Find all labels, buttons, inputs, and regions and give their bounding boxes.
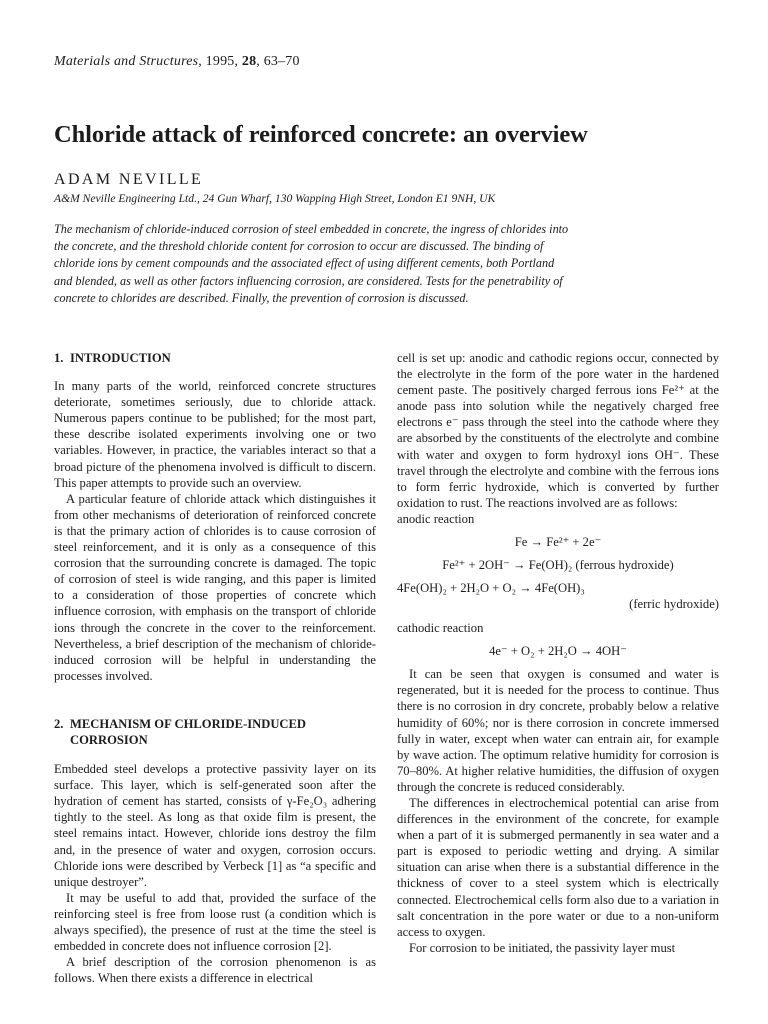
reaction-paragraph: cell is set up: anodic and cathodic regions occur, connected by the electrolyte in the form of the pore water in the hardened cement paste. The positively charged ferrous ions Fe²⁺ at the anode pass into solution while the negatively charged free electrons e⁻ pass through the steel into the cathode where they are absorbed by the constituents of the electrolyte and combine with water and oxygen to form hydroxyl ions OH⁻. These travel through the electrolyte and combine with the ferrous ions to form ferric hydroxide, which is converted by further oxidation to rust. The reactions involved are as follows: bbox=[397, 351, 719, 510]
equation-anodic: Fe → Fe²⁺ + 2e⁻ bbox=[514, 535, 602, 550]
section-title-line-2: CORROSION bbox=[70, 732, 148, 747]
author-affiliation: A&M Neville Engineering Ltd., 24 Gun Wharf, 130 Wapping High Street, London E1 9NH, UK bbox=[54, 192, 496, 205]
section-number: 2. bbox=[54, 716, 64, 731]
left-column bbox=[54, 350, 376, 986]
cathodic-reaction-label: cathodic reaction bbox=[397, 621, 484, 636]
section-heading-mechanism bbox=[54, 716, 376, 748]
intro-paragraph-1: In many parts of the world, reinforced concrete structures deteriorate, sometimes seriously, due to chloride attack. Numerous papers continue to be published; for the most part, these describe isolated experiments involving one or two variables. However, in practice, the variables interact so that a broad picture of the phenomena involved is difficult to discern. This paper attempts to provide such an overview. bbox=[54, 379, 376, 490]
potential-paragraph: The differences in electrochemical potential can arise from differences in the environment of the concrete, for example when a part of it is submerged permanently in sea water and a part is exposed to periodic wetting and drying. A similar situation can arise when there is a substantial difference in the thickness of cover to a steel system which is electrically connected. Electrochemical cells form also due to a variation in salt concentration in the pore water or due to a non-uniform access to oxygen. bbox=[397, 795, 719, 939]
right-column bbox=[397, 350, 719, 956]
anodic-reaction-label: anodic reaction bbox=[397, 511, 475, 526]
intro-paragraph-2: A particular feature of chloride attack which distinguishes it from other mechanisms of deterioration of reinforced concrete is that the primary action of chlorides is to cause corrosion of steel reinforcement, and it is only as a consequence of this corrosion that the surrounding concrete is damaged. The topic of corrosion of steel is wide ranging, and this paper is limited to a consideration of those properties of concrete which influence corrosion, with emphasis on the transport of chloride ions through the concrete in the cover to the reinforcement. Nevertheless, a brief description of the mechanism of chloride-induced corrosion will be helpful in understanding the processes involved. bbox=[54, 491, 376, 683]
article-title: Chloride attack of reinforced concrete: an overview bbox=[54, 121, 588, 148]
section-title-line-1: MECHANISM OF CHLORIDE-INDUCED bbox=[70, 716, 307, 731]
journal-pages: , 63–70 bbox=[256, 54, 300, 69]
equation-cathodic: 4e⁻ + O₂ + 2H₂O → 4OH⁻ bbox=[489, 644, 627, 659]
equation-ferric-hydroxide: 4Fe(OH)₂ + 2H₂O + O₂ → 4Fe(OH)₃ bbox=[397, 581, 585, 596]
abstract: The mechanism of chloride-induced corrosion of steel embedded in concrete, the ingress of chlorides into the concrete, and the threshold chloride content for corrosion to occur are discussed. The binding of chloride ions by cement compounds and the associated effect of using different cements, both Portland and blended, as well as other factors influencing corrosion, are considered. Tests for the penetrability of concrete to chlorides are described. Finally, the prevention of corrosion is discussed. bbox=[54, 222, 569, 305]
initiation-paragraph: For corrosion to be initiated, the passivity layer must bbox=[409, 940, 676, 955]
mechanism-paragraph-2: It may be useful to add that, provided the surface of the reinforcing steel is free from loose rust (a condition which is always specified), the presence of rust at the time the steel is embedded in concrete does not influence corrosion [2]. bbox=[54, 890, 376, 954]
section-title: INTRODUCTION bbox=[70, 351, 171, 365]
mechanism-paragraph-3: A brief description of the corrosion phenomenon is as follows. When there exists a difference in electrical bbox=[54, 955, 376, 986]
section-heading-introduction bbox=[54, 350, 376, 366]
author-name: ADAM NEVILLE bbox=[54, 171, 204, 188]
journal-volume: 28 bbox=[241, 54, 257, 69]
mechanism-paragraph-1: Embedded steel develops a protective passivity layer on its surface. This layer, which is self-generated soon after the hydration of cement has started, consists of γ-Fe₂O₃ adhering tightly to the steel. As long as that oxide film is present, the steel remains intact. However, chloride ions destroy the film and, in the presence of water and oxygen, corrosion occurs. Chloride ions were described by Verbeck [1] as “a specific and unique destroyer”. bbox=[54, 762, 376, 889]
equation-ferrous-hydroxide: Fe²⁺ + 2OH⁻ → Fe(OH)₂ (ferrous hydroxide) bbox=[442, 558, 674, 573]
section-number: 1. bbox=[54, 351, 64, 365]
journal-year: , 1995, bbox=[198, 54, 242, 69]
journal-citation bbox=[54, 54, 300, 70]
journal-name: Materials and Structures bbox=[54, 54, 199, 69]
oxygen-paragraph: It can be seen that oxygen is consumed and water is regenerated, but it is needed for the process to continue. Thus there is no corrosion in dry concrete, probably below a relative humidity of 60%; nor is there corrosion in concrete immersed fully in water, except when water can entrain air, for example by wave action. The optimum relative humidity for corrosion is 70–80%. At higher relative humidities, the diffusion of oxygen through the concrete is reduced considerably. bbox=[397, 667, 719, 794]
equation-ferric-note: (ferric hydroxide) bbox=[629, 597, 719, 612]
